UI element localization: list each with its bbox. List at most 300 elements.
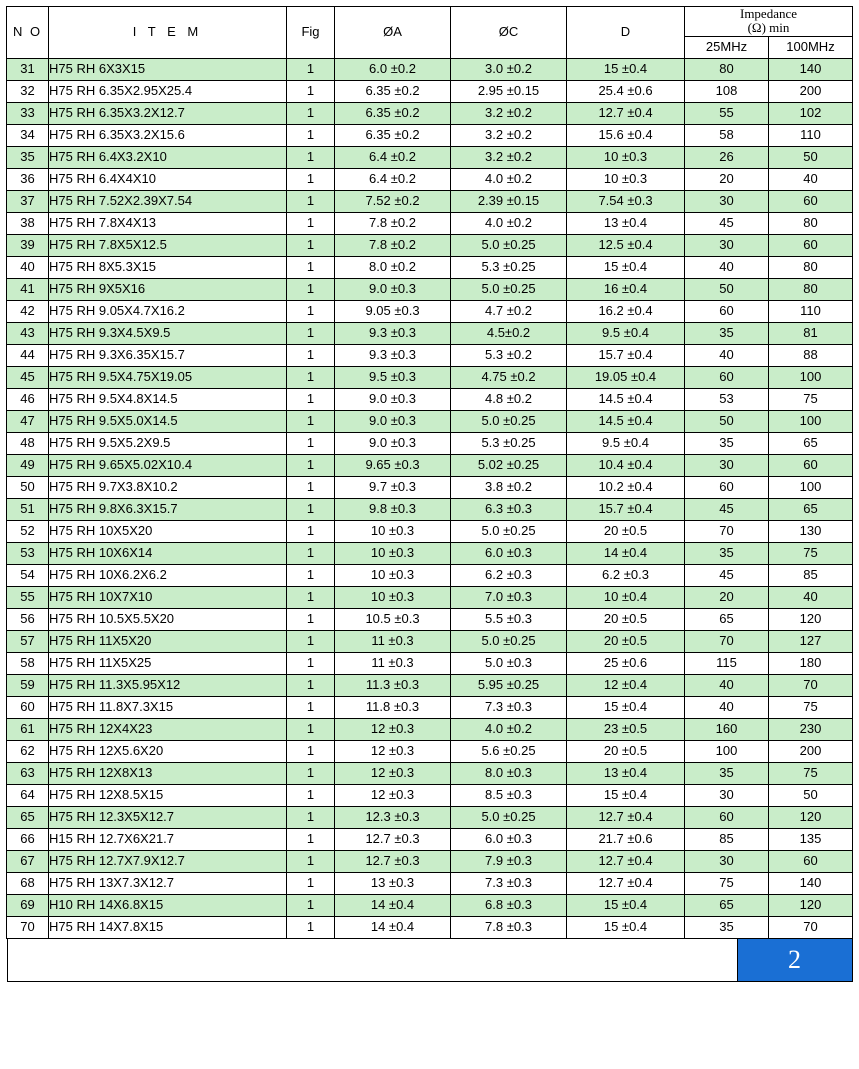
cell-diameter-c: 3.2 ±0.2 bbox=[451, 102, 567, 124]
cell-diameter-a: 7.8 ±0.2 bbox=[335, 234, 451, 256]
cell-dimension-d: 14.5 ±0.4 bbox=[567, 388, 685, 410]
cell-diameter-a: 9.05 ±0.3 bbox=[335, 300, 451, 322]
cell-dimension-d: 10.4 ±0.4 bbox=[567, 454, 685, 476]
cell-diameter-a: 6.4 ±0.2 bbox=[335, 146, 451, 168]
cell-fig: 1 bbox=[287, 322, 335, 344]
cell-diameter-c: 4.0 ±0.2 bbox=[451, 168, 567, 190]
cell-diameter-a: 11 ±0.3 bbox=[335, 630, 451, 652]
cell-fig: 1 bbox=[287, 410, 335, 432]
cell-dimension-d: 7.54 ±0.3 bbox=[567, 190, 685, 212]
cell-no: 42 bbox=[7, 300, 49, 322]
table-header bbox=[7, 7, 853, 59]
cell-diameter-a: 6.4 ±0.2 bbox=[335, 168, 451, 190]
cell-item: H75 RH 6.4X3.2X10 bbox=[49, 146, 287, 168]
cell-diameter-a: 12 ±0.3 bbox=[335, 784, 451, 806]
cell-diameter-c: 5.0 ±0.25 bbox=[451, 234, 567, 256]
cell-no: 66 bbox=[7, 828, 49, 850]
cell-no: 65 bbox=[7, 806, 49, 828]
cell-no: 56 bbox=[7, 608, 49, 630]
cell-diameter-c: 5.5 ±0.3 bbox=[451, 608, 567, 630]
cell-impedance-100mhz: 200 bbox=[769, 740, 853, 762]
cell-no: 50 bbox=[7, 476, 49, 498]
cell-impedance-25mhz: 70 bbox=[685, 520, 769, 542]
cell-impedance-100mhz: 135 bbox=[769, 828, 853, 850]
cell-fig: 1 bbox=[287, 872, 335, 894]
cell-fig: 1 bbox=[287, 674, 335, 696]
cell-item: H75 RH 6.4X4X10 bbox=[49, 168, 287, 190]
cell-impedance-25mhz: 40 bbox=[685, 674, 769, 696]
cell-no: 54 bbox=[7, 564, 49, 586]
cell-item: H75 RH 9.5X4.8X14.5 bbox=[49, 388, 287, 410]
table-row bbox=[7, 146, 853, 168]
table-row bbox=[7, 256, 853, 278]
cell-impedance-100mhz: 120 bbox=[769, 608, 853, 630]
cell-diameter-c: 5.0 ±0.25 bbox=[451, 630, 567, 652]
table-row bbox=[7, 454, 853, 476]
cell-diameter-c: 6.2 ±0.3 bbox=[451, 564, 567, 586]
cell-fig: 1 bbox=[287, 168, 335, 190]
cell-item: H75 RH 9.5X4.75X19.05 bbox=[49, 366, 287, 388]
cell-diameter-c: 6.8 ±0.3 bbox=[451, 894, 567, 916]
table-row bbox=[7, 520, 853, 542]
cell-impedance-25mhz: 50 bbox=[685, 410, 769, 432]
cell-dimension-d: 15 ±0.4 bbox=[567, 58, 685, 80]
cell-impedance-100mhz: 75 bbox=[769, 696, 853, 718]
cell-impedance-25mhz: 26 bbox=[685, 146, 769, 168]
cell-impedance-100mhz: 40 bbox=[769, 168, 853, 190]
cell-item: H75 RH 11X5X20 bbox=[49, 630, 287, 652]
cell-no: 63 bbox=[7, 762, 49, 784]
cell-diameter-a: 9.3 ±0.3 bbox=[335, 322, 451, 344]
cell-diameter-c: 5.0 ±0.25 bbox=[451, 278, 567, 300]
page-number-badge: 2 bbox=[737, 939, 852, 981]
cell-fig: 1 bbox=[287, 124, 335, 146]
cell-item: H75 RH 11X5X25 bbox=[49, 652, 287, 674]
cell-impedance-100mhz: 88 bbox=[769, 344, 853, 366]
cell-fig: 1 bbox=[287, 300, 335, 322]
cell-diameter-c: 7.0 ±0.3 bbox=[451, 586, 567, 608]
cell-impedance-25mhz: 35 bbox=[685, 322, 769, 344]
cell-fig: 1 bbox=[287, 894, 335, 916]
cell-diameter-c: 4.7 ±0.2 bbox=[451, 300, 567, 322]
cell-no: 64 bbox=[7, 784, 49, 806]
table-row bbox=[7, 366, 853, 388]
cell-impedance-100mhz: 85 bbox=[769, 564, 853, 586]
cell-item: H75 RH 9.8X6.3X15.7 bbox=[49, 498, 287, 520]
cell-impedance-100mhz: 60 bbox=[769, 234, 853, 256]
cell-no: 36 bbox=[7, 168, 49, 190]
cell-impedance-100mhz: 60 bbox=[769, 190, 853, 212]
cell-item: H15 RH 12.7X6X21.7 bbox=[49, 828, 287, 850]
cell-no: 49 bbox=[7, 454, 49, 476]
cell-diameter-c: 3.0 ±0.2 bbox=[451, 58, 567, 80]
cell-dimension-d: 13 ±0.4 bbox=[567, 212, 685, 234]
cell-diameter-c: 2.39 ±0.15 bbox=[451, 190, 567, 212]
cell-dimension-d: 10 ±0.3 bbox=[567, 168, 685, 190]
cell-diameter-c: 5.0 ±0.25 bbox=[451, 410, 567, 432]
cell-fig: 1 bbox=[287, 366, 335, 388]
cell-fig: 1 bbox=[287, 432, 335, 454]
cell-dimension-d: 20 ±0.5 bbox=[567, 608, 685, 630]
cell-impedance-25mhz: 45 bbox=[685, 564, 769, 586]
cell-no: 48 bbox=[7, 432, 49, 454]
cell-fig: 1 bbox=[287, 630, 335, 652]
cell-diameter-c: 6.0 ±0.3 bbox=[451, 542, 567, 564]
cell-fig: 1 bbox=[287, 564, 335, 586]
cell-fig: 1 bbox=[287, 234, 335, 256]
cell-diameter-c: 8.0 ±0.3 bbox=[451, 762, 567, 784]
cell-no: 37 bbox=[7, 190, 49, 212]
cell-diameter-c: 4.0 ±0.2 bbox=[451, 212, 567, 234]
cell-impedance-25mhz: 30 bbox=[685, 454, 769, 476]
cell-item: H75 RH 9.3X4.5X9.5 bbox=[49, 322, 287, 344]
cell-impedance-100mhz: 75 bbox=[769, 388, 853, 410]
cell-dimension-d: 14.5 ±0.4 bbox=[567, 410, 685, 432]
cell-item: H75 RH 10X7X10 bbox=[49, 586, 287, 608]
cell-item: H75 RH 12X8X13 bbox=[49, 762, 287, 784]
cell-no: 61 bbox=[7, 718, 49, 740]
cell-impedance-25mhz: 40 bbox=[685, 256, 769, 278]
cell-diameter-a: 9.0 ±0.3 bbox=[335, 410, 451, 432]
table-row bbox=[7, 80, 853, 102]
cell-impedance-100mhz: 60 bbox=[769, 454, 853, 476]
cell-item: H75 RH 8X5.3X15 bbox=[49, 256, 287, 278]
cell-diameter-a: 10 ±0.3 bbox=[335, 564, 451, 586]
cell-fig: 1 bbox=[287, 608, 335, 630]
cell-diameter-a: 11.8 ±0.3 bbox=[335, 696, 451, 718]
cell-diameter-a: 14 ±0.4 bbox=[335, 916, 451, 938]
cell-item: H75 RH 10X5X20 bbox=[49, 520, 287, 542]
cell-impedance-100mhz: 81 bbox=[769, 322, 853, 344]
cell-diameter-c: 7.9 ±0.3 bbox=[451, 850, 567, 872]
cell-diameter-c: 5.95 ±0.25 bbox=[451, 674, 567, 696]
cell-impedance-25mhz: 115 bbox=[685, 652, 769, 674]
cell-no: 68 bbox=[7, 872, 49, 894]
cell-impedance-100mhz: 50 bbox=[769, 784, 853, 806]
cell-no: 35 bbox=[7, 146, 49, 168]
table-row bbox=[7, 234, 853, 256]
cell-no: 31 bbox=[7, 58, 49, 80]
table-row bbox=[7, 828, 853, 850]
cell-diameter-c: 5.0 ±0.3 bbox=[451, 652, 567, 674]
cell-fig: 1 bbox=[287, 454, 335, 476]
cell-item: H75 RH 7.8X4X13 bbox=[49, 212, 287, 234]
cell-no: 51 bbox=[7, 498, 49, 520]
cell-fig: 1 bbox=[287, 498, 335, 520]
cell-fig: 1 bbox=[287, 784, 335, 806]
cell-dimension-d: 12.7 ±0.4 bbox=[567, 806, 685, 828]
cell-impedance-25mhz: 40 bbox=[685, 344, 769, 366]
table-row bbox=[7, 652, 853, 674]
cell-impedance-100mhz: 70 bbox=[769, 674, 853, 696]
header-impedance-line2: (Ω) min bbox=[747, 20, 790, 36]
cell-dimension-d: 16.2 ±0.4 bbox=[567, 300, 685, 322]
cell-impedance-25mhz: 53 bbox=[685, 388, 769, 410]
cell-impedance-25mhz: 40 bbox=[685, 696, 769, 718]
cell-impedance-25mhz: 20 bbox=[685, 586, 769, 608]
cell-diameter-c: 5.3 ±0.25 bbox=[451, 432, 567, 454]
cell-diameter-a: 13 ±0.3 bbox=[335, 872, 451, 894]
cell-impedance-25mhz: 45 bbox=[685, 498, 769, 520]
cell-fig: 1 bbox=[287, 586, 335, 608]
cell-impedance-25mhz: 45 bbox=[685, 212, 769, 234]
table-row bbox=[7, 894, 853, 916]
cell-dimension-d: 10 ±0.3 bbox=[567, 146, 685, 168]
cell-impedance-100mhz: 140 bbox=[769, 872, 853, 894]
cell-fig: 1 bbox=[287, 740, 335, 762]
table-row bbox=[7, 916, 853, 938]
cell-dimension-d: 20 ±0.5 bbox=[567, 520, 685, 542]
cell-diameter-a: 12.7 ±0.3 bbox=[335, 828, 451, 850]
cell-no: 67 bbox=[7, 850, 49, 872]
cell-fig: 1 bbox=[287, 212, 335, 234]
cell-diameter-a: 8.0 ±0.2 bbox=[335, 256, 451, 278]
cell-item: H75 RH 6.35X3.2X15.6 bbox=[49, 124, 287, 146]
cell-impedance-25mhz: 60 bbox=[685, 806, 769, 828]
cell-dimension-d: 15.6 ±0.4 bbox=[567, 124, 685, 146]
cell-dimension-d: 13 ±0.4 bbox=[567, 762, 685, 784]
cell-dimension-d: 9.5 ±0.4 bbox=[567, 432, 685, 454]
cell-impedance-100mhz: 60 bbox=[769, 850, 853, 872]
cell-item: H75 RH 11.3X5.95X12 bbox=[49, 674, 287, 696]
cell-fig: 1 bbox=[287, 146, 335, 168]
table-row bbox=[7, 410, 853, 432]
cell-no: 40 bbox=[7, 256, 49, 278]
cell-diameter-a: 9.0 ±0.3 bbox=[335, 388, 451, 410]
table-row bbox=[7, 608, 853, 630]
cell-diameter-c: 5.02 ±0.25 bbox=[451, 454, 567, 476]
cell-diameter-c: 5.3 ±0.2 bbox=[451, 344, 567, 366]
cell-impedance-25mhz: 85 bbox=[685, 828, 769, 850]
cell-item: H75 RH 12X8.5X15 bbox=[49, 784, 287, 806]
table-row bbox=[7, 212, 853, 234]
cell-impedance-25mhz: 30 bbox=[685, 234, 769, 256]
cell-dimension-d: 9.5 ±0.4 bbox=[567, 322, 685, 344]
table-row bbox=[7, 102, 853, 124]
cell-dimension-d: 21.7 ±0.6 bbox=[567, 828, 685, 850]
cell-impedance-100mhz: 110 bbox=[769, 124, 853, 146]
cell-fig: 1 bbox=[287, 256, 335, 278]
specification-table bbox=[6, 6, 853, 939]
cell-item: H75 RH 9.5X5.2X9.5 bbox=[49, 432, 287, 454]
cell-dimension-d: 23 ±0.5 bbox=[567, 718, 685, 740]
cell-impedance-25mhz: 35 bbox=[685, 916, 769, 938]
cell-impedance-25mhz: 35 bbox=[685, 542, 769, 564]
cell-impedance-100mhz: 200 bbox=[769, 80, 853, 102]
cell-impedance-25mhz: 50 bbox=[685, 278, 769, 300]
table-row bbox=[7, 498, 853, 520]
cell-no: 57 bbox=[7, 630, 49, 652]
cell-diameter-c: 6.0 ±0.3 bbox=[451, 828, 567, 850]
cell-diameter-a: 9.5 ±0.3 bbox=[335, 366, 451, 388]
cell-impedance-25mhz: 30 bbox=[685, 190, 769, 212]
cell-dimension-d: 15.7 ±0.4 bbox=[567, 498, 685, 520]
table-row bbox=[7, 300, 853, 322]
cell-item: H75 RH 10.5X5.5X20 bbox=[49, 608, 287, 630]
cell-impedance-25mhz: 65 bbox=[685, 894, 769, 916]
cell-impedance-100mhz: 180 bbox=[769, 652, 853, 674]
header-freq-25mhz: 25MHz bbox=[685, 36, 769, 58]
cell-fig: 1 bbox=[287, 344, 335, 366]
cell-fig: 1 bbox=[287, 916, 335, 938]
table-row bbox=[7, 476, 853, 498]
cell-dimension-d: 15 ±0.4 bbox=[567, 256, 685, 278]
cell-item: H75 RH 6.35X3.2X12.7 bbox=[49, 102, 287, 124]
cell-diameter-a: 10.5 ±0.3 bbox=[335, 608, 451, 630]
cell-impedance-100mhz: 40 bbox=[769, 586, 853, 608]
cell-diameter-c: 4.8 ±0.2 bbox=[451, 388, 567, 410]
cell-diameter-c: 3.8 ±0.2 bbox=[451, 476, 567, 498]
cell-diameter-a: 6.35 ±0.2 bbox=[335, 124, 451, 146]
header-impedance-line1: Impedance bbox=[739, 6, 798, 21]
cell-fig: 1 bbox=[287, 58, 335, 80]
cell-no: 60 bbox=[7, 696, 49, 718]
table-row bbox=[7, 784, 853, 806]
cell-diameter-a: 12 ±0.3 bbox=[335, 762, 451, 784]
cell-dimension-d: 25 ±0.6 bbox=[567, 652, 685, 674]
cell-item: H75 RH 9X5X16 bbox=[49, 278, 287, 300]
cell-diameter-a: 11 ±0.3 bbox=[335, 652, 451, 674]
cell-diameter-c: 5.3 ±0.25 bbox=[451, 256, 567, 278]
cell-impedance-100mhz: 110 bbox=[769, 300, 853, 322]
table-row bbox=[7, 872, 853, 894]
cell-diameter-c: 3.2 ±0.2 bbox=[451, 124, 567, 146]
cell-diameter-a: 12.7 ±0.3 bbox=[335, 850, 451, 872]
cell-no: 33 bbox=[7, 102, 49, 124]
cell-fig: 1 bbox=[287, 696, 335, 718]
cell-impedance-100mhz: 75 bbox=[769, 542, 853, 564]
cell-impedance-25mhz: 70 bbox=[685, 630, 769, 652]
cell-impedance-100mhz: 50 bbox=[769, 146, 853, 168]
cell-impedance-100mhz: 130 bbox=[769, 520, 853, 542]
cell-impedance-100mhz: 80 bbox=[769, 278, 853, 300]
cell-diameter-c: 7.8 ±0.3 bbox=[451, 916, 567, 938]
cell-no: 39 bbox=[7, 234, 49, 256]
cell-item: H10 RH 14X6.8X15 bbox=[49, 894, 287, 916]
cell-diameter-a: 9.8 ±0.3 bbox=[335, 498, 451, 520]
cell-dimension-d: 12.7 ±0.4 bbox=[567, 102, 685, 124]
cell-diameter-c: 5.0 ±0.25 bbox=[451, 806, 567, 828]
cell-diameter-c: 8.5 ±0.3 bbox=[451, 784, 567, 806]
header-diameter-a: ØA bbox=[335, 7, 451, 59]
cell-item: H75 RH 6.35X2.95X25.4 bbox=[49, 80, 287, 102]
cell-diameter-a: 10 ±0.3 bbox=[335, 542, 451, 564]
cell-impedance-100mhz: 65 bbox=[769, 498, 853, 520]
table-row bbox=[7, 432, 853, 454]
header-fig: Fig bbox=[287, 7, 335, 59]
cell-diameter-a: 14 ±0.4 bbox=[335, 894, 451, 916]
cell-diameter-a: 10 ±0.3 bbox=[335, 586, 451, 608]
cell-no: 34 bbox=[7, 124, 49, 146]
cell-diameter-a: 9.7 ±0.3 bbox=[335, 476, 451, 498]
cell-diameter-c: 4.0 ±0.2 bbox=[451, 718, 567, 740]
cell-impedance-25mhz: 80 bbox=[685, 58, 769, 80]
cell-dimension-d: 15.7 ±0.4 bbox=[567, 344, 685, 366]
table-row bbox=[7, 696, 853, 718]
table-row bbox=[7, 322, 853, 344]
cell-diameter-c: 6.3 ±0.3 bbox=[451, 498, 567, 520]
cell-fig: 1 bbox=[287, 542, 335, 564]
cell-item: H75 RH 11.8X7.3X15 bbox=[49, 696, 287, 718]
cell-no: 52 bbox=[7, 520, 49, 542]
cell-no: 44 bbox=[7, 344, 49, 366]
cell-dimension-d: 12.5 ±0.4 bbox=[567, 234, 685, 256]
cell-no: 58 bbox=[7, 652, 49, 674]
cell-dimension-d: 16 ±0.4 bbox=[567, 278, 685, 300]
cell-impedance-100mhz: 70 bbox=[769, 916, 853, 938]
table-row bbox=[7, 740, 853, 762]
cell-diameter-c: 4.75 ±0.2 bbox=[451, 366, 567, 388]
cell-diameter-c: 5.6 ±0.25 bbox=[451, 740, 567, 762]
cell-impedance-25mhz: 35 bbox=[685, 762, 769, 784]
table-body bbox=[7, 58, 853, 938]
cell-no: 41 bbox=[7, 278, 49, 300]
cell-diameter-a: 6.0 ±0.2 bbox=[335, 58, 451, 80]
cell-impedance-25mhz: 60 bbox=[685, 476, 769, 498]
table-row bbox=[7, 564, 853, 586]
cell-fig: 1 bbox=[287, 476, 335, 498]
cell-impedance-25mhz: 65 bbox=[685, 608, 769, 630]
cell-impedance-100mhz: 100 bbox=[769, 476, 853, 498]
table-row bbox=[7, 124, 853, 146]
table-row bbox=[7, 542, 853, 564]
cell-no: 43 bbox=[7, 322, 49, 344]
header-dimension-d: D bbox=[567, 7, 685, 59]
table-row bbox=[7, 806, 853, 828]
cell-diameter-c: 3.2 ±0.2 bbox=[451, 146, 567, 168]
cell-no: 55 bbox=[7, 586, 49, 608]
cell-fig: 1 bbox=[287, 388, 335, 410]
table-row bbox=[7, 850, 853, 872]
cell-dimension-d: 20 ±0.5 bbox=[567, 740, 685, 762]
cell-diameter-a: 6.35 ±0.2 bbox=[335, 80, 451, 102]
table-row bbox=[7, 58, 853, 80]
cell-item: H75 RH 9.65X5.02X10.4 bbox=[49, 454, 287, 476]
cell-diameter-a: 9.0 ±0.3 bbox=[335, 432, 451, 454]
cell-diameter-a: 9.65 ±0.3 bbox=[335, 454, 451, 476]
cell-no: 46 bbox=[7, 388, 49, 410]
cell-no: 70 bbox=[7, 916, 49, 938]
cell-impedance-25mhz: 30 bbox=[685, 850, 769, 872]
cell-dimension-d: 15 ±0.4 bbox=[567, 696, 685, 718]
cell-diameter-a: 12 ±0.3 bbox=[335, 740, 451, 762]
cell-dimension-d: 15 ±0.4 bbox=[567, 784, 685, 806]
cell-no: 53 bbox=[7, 542, 49, 564]
cell-dimension-d: 10 ±0.4 bbox=[567, 586, 685, 608]
cell-item: H75 RH 12X4X23 bbox=[49, 718, 287, 740]
table-row bbox=[7, 278, 853, 300]
cell-diameter-a: 7.52 ±0.2 bbox=[335, 190, 451, 212]
cell-dimension-d: 10.2 ±0.4 bbox=[567, 476, 685, 498]
cell-dimension-d: 12 ±0.4 bbox=[567, 674, 685, 696]
table-row bbox=[7, 762, 853, 784]
cell-diameter-a: 9.3 ±0.3 bbox=[335, 344, 451, 366]
cell-item: H75 RH 12.3X5X12.7 bbox=[49, 806, 287, 828]
cell-fig: 1 bbox=[287, 850, 335, 872]
cell-no: 38 bbox=[7, 212, 49, 234]
cell-impedance-100mhz: 120 bbox=[769, 894, 853, 916]
cell-impedance-100mhz: 230 bbox=[769, 718, 853, 740]
cell-diameter-a: 6.35 ±0.2 bbox=[335, 102, 451, 124]
header-diameter-c: ØC bbox=[451, 7, 567, 59]
cell-impedance-100mhz: 120 bbox=[769, 806, 853, 828]
cell-dimension-d: 6.2 ±0.3 bbox=[567, 564, 685, 586]
cell-fig: 1 bbox=[287, 278, 335, 300]
table-row bbox=[7, 674, 853, 696]
cell-item: H75 RH 9.05X4.7X16.2 bbox=[49, 300, 287, 322]
cell-fig: 1 bbox=[287, 520, 335, 542]
cell-diameter-a: 12.3 ±0.3 bbox=[335, 806, 451, 828]
